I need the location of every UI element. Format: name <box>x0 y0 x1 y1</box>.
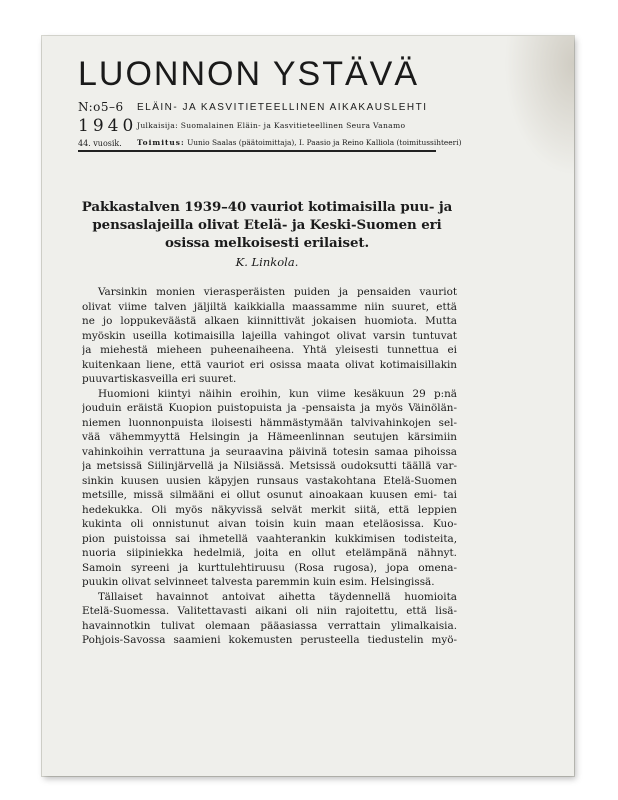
text-line: vää vähemmyyttä Helsingin ja Hämeenlinnan seutujen kärsimiin <box>82 431 457 443</box>
article-title-line: Pakkastalven 1939–40 vauriot kotimaisilla puu- ja <box>81 199 453 215</box>
text-line: olivat viime talven jäljiltä kaikkialla maassamme niin suuret, että <box>82 300 457 313</box>
text-line: ne jo loppukeväästä alkaen kiinnittivät jokaisen huomiota. Mutta <box>82 315 457 327</box>
volume-number: 44. vuosik. <box>78 139 122 148</box>
editors-label: Toimitus: <box>137 138 185 147</box>
article-title-line: osissa melkoisesti erilaiset. <box>164 235 370 251</box>
text-line: sinkin kuusen uusien käpyjen runsaus vastakohtana Etelä-Suomen <box>82 474 457 487</box>
text-line: Huomioni kiintyi näihin eroihin, kun viime kesäkuun 29 p:nä <box>98 387 457 400</box>
text-line: Etelä-Suomessa. Valitettavasti aikani oli niin rajoitettu, että lisä- <box>82 605 457 617</box>
text-line: ja miehestä mieheen puheenaiheena. Yhtä yleisesti tunnettua ei <box>82 344 457 356</box>
text-line: Samoin syreeni ja kurttulehtiruusu (Rosa rugosa), jopa omena- <box>82 561 457 574</box>
article-title-line: pensaslajeilla olivat Etelä- ja Keski-Suomen eri <box>92 217 442 233</box>
text-line: havainnotkin tulivat olemaan pääasiassa verrattain ylimalkaisia. <box>82 619 457 632</box>
article-body <box>82 285 457 648</box>
text-line: vahinkoihin verrattuna ja seuraavina päivinä totesin samaa pihoissa <box>82 445 457 458</box>
text-line: Tällaiset havainnot antoivat aihetta täydennellä huomioita <box>98 590 457 603</box>
text-line: nuoria siipiniekka hedelmiä, joita en ollut etelämpänä nähnyt. <box>82 547 457 559</box>
text-line: pion puistoissa sai ihmetellä vaahterankin kukkimisen todisteita, <box>82 532 457 545</box>
issue-year: 1940 <box>78 116 138 136</box>
paper-stain <box>504 36 574 176</box>
text-line: hedekukka. Oli myös näkyvissä selvät merkit siitä, että leppien <box>82 503 457 516</box>
text-line: Pohjois-Savossa saamieni kokemusten perusteella tiedustelin myö- <box>82 634 457 646</box>
text-line: puuvartiskasveilla eri suuret. <box>82 373 237 385</box>
article-author: K. Linkola. <box>235 255 299 269</box>
editors-line <box>137 138 461 147</box>
journal-subtitle: ELÄIN- JA KASVITIETEELLINEN AIKAKAUSLEHTI <box>137 102 428 113</box>
text-line: jouduin eräistä Kuopion puistopuista ja -pensaista ja myös Väinölän- <box>82 402 457 414</box>
article-title <box>78 198 456 252</box>
text-line: Varsinkin monien vierasperäisten puiden ja pensaiden vauriot <box>98 286 457 298</box>
text-line: puukin olivat selvinneet talvesta paremmin kuin esim. Helsingissä. <box>82 576 435 588</box>
text-line: myöskin useilla kotimaisilla lajeilla vahingot olivat varsin tuntuvat <box>82 329 457 342</box>
issue-info <box>78 100 137 148</box>
journal-title: LUONNON YSTÄVÄ <box>78 55 420 93</box>
text-line: kukinta oli onnistunut aivan toisin kuin maan eteläosissa. Kuo- <box>82 518 457 530</box>
journal-info <box>137 102 461 147</box>
publisher-name: Suomalainen Eläin- ja Kasvitieteellinen Seura Vanamo <box>180 121 406 130</box>
publisher-line <box>137 121 461 130</box>
text-line: ja metsissä Siilinjärvellä ja Nilsiässä. Metsissä oudoksutti täällä var- <box>82 460 457 472</box>
publisher-label: Julkaisija: <box>137 121 178 130</box>
text-line: kuitenkaan liene, että vauriot eri osissa maata olivat kotimaisillakin <box>82 358 457 371</box>
issue-number: N:o5–6 <box>78 100 124 114</box>
text-line: niemen luonnonpuista iloisesti hämmästymään talvivahinkojen sel- <box>82 416 457 429</box>
editors-names: Uunio Saalas (päätoimittaja), I. Paasio ja Reino Kalliola (toimitussihteeri) <box>187 138 462 147</box>
header-rule <box>78 150 436 152</box>
text-line: metsille, missä silmääni ei ollut osunut ainoakaan kuusen emi- tai <box>82 489 457 501</box>
